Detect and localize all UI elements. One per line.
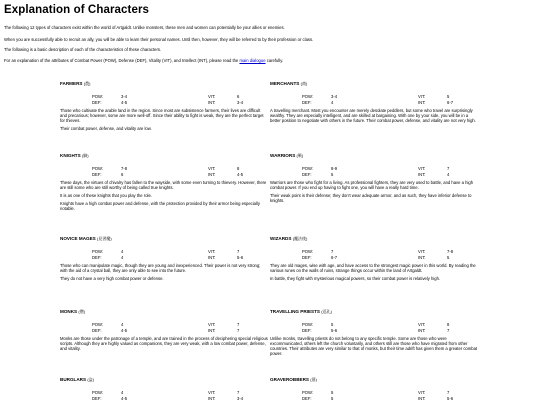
character-description xyxy=(270,180,478,203)
stat-block xyxy=(270,322,478,336)
character-name: WARRIORS xyxy=(270,153,296,158)
stat-label-def: DEF: xyxy=(92,328,102,334)
stat-label-int: INT: xyxy=(208,328,216,334)
stat-label-int: INT: xyxy=(418,100,426,106)
stat-value-int: 7 xyxy=(237,328,240,334)
stat-label-vit: VIT: xyxy=(418,94,426,100)
stat-value-vit: 7 xyxy=(447,166,450,172)
stat-value-def: 6-7 xyxy=(331,255,338,261)
character-entry xyxy=(60,309,268,354)
character-title xyxy=(270,309,478,314)
page-title: Explanation of Characters xyxy=(4,4,150,16)
stat-value-def: 4-5 xyxy=(121,100,128,106)
stat-value-int: 5-6 xyxy=(237,255,244,261)
stat-value-vit: 7 xyxy=(237,390,240,396)
character-kana: (僧) xyxy=(78,309,86,314)
character-title xyxy=(270,236,478,241)
stat-label-pow: POW: xyxy=(92,322,104,328)
character-description xyxy=(270,263,478,281)
stat-value-pow: 3-4 xyxy=(121,94,128,100)
stat-label-vit: VIT: xyxy=(208,322,216,328)
character-entry xyxy=(270,309,478,359)
stat-value-int: 3-4 xyxy=(237,100,244,106)
stat-value-pow: 7-8 xyxy=(121,166,128,172)
description-paragraph: They do not have a very high combat power or defense. xyxy=(60,276,164,282)
character-entry xyxy=(270,377,478,404)
character-entry xyxy=(270,153,478,206)
intro-paragraph-2: When you are successfully able to recruit an ally, you will be able to learn their personal names. Until then, however, they will be referred to by their profession or class. xyxy=(4,37,314,42)
description-paragraph: Their combat power, defense, and vitality are low. xyxy=(60,126,152,132)
stat-label-int: INT: xyxy=(418,396,426,402)
description-paragraph: Monks are those under the patronage of a temple, and are trained in the process of deciphering special religious scripts. Although they are highly valued as companions, they are very weak, with a low combat power, defense, and vitality. xyxy=(60,336,268,352)
character-description xyxy=(60,336,268,351)
stat-label-def: DEF: xyxy=(92,172,102,178)
stat-label-pow: POW: xyxy=(92,166,104,172)
character-kana: (戦) xyxy=(296,153,304,158)
character-name: FARMERS xyxy=(60,81,83,86)
stat-value-vit: 7 xyxy=(447,390,450,396)
character-title xyxy=(270,81,478,86)
character-name: MERCHANTS xyxy=(270,81,300,86)
stat-label-int: INT: xyxy=(418,172,426,178)
stat-value-int: 5 xyxy=(447,255,450,261)
character-title xyxy=(60,153,268,158)
stat-block xyxy=(60,322,268,336)
stat-value-vit: 7-8 xyxy=(447,249,454,255)
stat-label-vit: VIT: xyxy=(208,390,216,396)
stat-label-def: DEF: xyxy=(302,100,312,106)
stat-label-int: INT: xyxy=(418,328,426,334)
stat-value-pow: 5 xyxy=(331,390,334,396)
stat-value-pow: 4 xyxy=(121,322,124,328)
character-kana: (巡礼) xyxy=(321,309,332,314)
character-entry xyxy=(270,81,478,126)
stat-value-vit: 8 xyxy=(237,166,240,172)
stat-label-vit: VIT: xyxy=(208,166,216,172)
stat-label-pow: POW: xyxy=(302,390,314,396)
description-paragraph: Those who cultivate the arable land in the region. Since most are subsistence farmers, their lives are difficult and precarious; however, some are more well-off. Since their ability to fight is weak, they are the perfect target for thieves. xyxy=(60,108,264,124)
stat-value-def: 5 xyxy=(331,396,334,402)
stat-value-pow: 4 xyxy=(121,249,124,255)
description-paragraph: Knights have a high combat power and defense, with the protection provided by their armor being especially notable. xyxy=(60,201,260,212)
stat-label-def: DEF: xyxy=(92,396,102,402)
stat-label-vit: VIT: xyxy=(418,322,426,328)
stat-value-vit: 6 xyxy=(237,94,240,100)
character-entry xyxy=(60,377,268,404)
stat-value-int: 6-7 xyxy=(447,100,454,106)
character-description xyxy=(60,108,268,131)
stat-value-vit: 7 xyxy=(237,322,240,328)
character-title xyxy=(270,153,478,158)
stat-block xyxy=(60,94,268,108)
stat-value-int: 4 xyxy=(447,172,450,178)
character-kana: (盗) xyxy=(87,377,94,382)
stat-value-def: 4 xyxy=(121,255,124,261)
stat-label-vit: VIT: xyxy=(418,249,426,255)
intro-paragraph-3: The following is a basic description of each of the characteristics of these characters. xyxy=(4,47,162,52)
description-paragraph: Those who can manipulate magic, though they are young and inexperienced. Their power is not very strong; with the aid of a crystal ball, they are only able to see into the future. xyxy=(60,263,261,274)
stat-label-int: INT: xyxy=(208,172,216,178)
character-name: WIZARDS xyxy=(270,236,292,241)
character-title xyxy=(60,236,268,241)
stat-value-pow: 8-9 xyxy=(331,166,338,172)
stat-block xyxy=(270,390,478,404)
character-kana: (魔法使) xyxy=(292,236,308,241)
stat-block xyxy=(270,249,478,263)
stat-label-pow: POW: xyxy=(302,94,314,100)
stat-label-def: DEF: xyxy=(302,172,312,178)
stat-block xyxy=(60,390,268,404)
character-name: NOVICE MAGES xyxy=(60,236,96,241)
character-kana: (騎) xyxy=(81,153,89,158)
stat-value-pow: 4 xyxy=(121,390,124,396)
stat-label-pow: POW: xyxy=(92,249,104,255)
description-paragraph: These days, the virtues of chivalry has fallen to the wayside, with some even turning to thievery. However, there are still some who are still worthy of being called true knights. xyxy=(60,180,267,191)
description-paragraph: It is as one of these knights that you play the role. xyxy=(60,193,152,199)
character-name: MONKS xyxy=(60,309,78,314)
character-entry xyxy=(60,81,268,134)
character-name: KNIGHTS xyxy=(60,153,81,158)
stat-value-int: 3-4 xyxy=(237,396,244,402)
stat-label-pow: POW: xyxy=(302,166,314,172)
stat-label-def: DEF: xyxy=(302,328,312,334)
stat-block xyxy=(60,249,268,263)
stat-label-vit: VIT: xyxy=(418,166,426,172)
character-description xyxy=(60,263,268,281)
stat-label-vit: VIT: xyxy=(208,94,216,100)
character-entry xyxy=(270,236,478,284)
stat-value-def: 4-5 xyxy=(121,396,128,402)
character-kana: (見習魔) xyxy=(97,236,112,241)
stat-label-int: INT: xyxy=(208,396,216,402)
stat-value-pow: 5 xyxy=(331,322,334,328)
stat-value-def: 4-5 xyxy=(121,328,128,334)
stat-value-vit: 8 xyxy=(447,322,450,328)
stat-value-vit: 5 xyxy=(447,94,450,100)
stat-value-pow: 7 xyxy=(331,249,334,255)
character-title xyxy=(60,309,268,314)
character-entry xyxy=(60,236,268,284)
stat-label-int: INT: xyxy=(418,255,426,261)
stat-label-vit: VIT: xyxy=(208,249,216,255)
attributes-note xyxy=(4,58,283,63)
stat-label-vit: VIT: xyxy=(418,390,426,396)
stat-label-int: INT: xyxy=(208,255,216,261)
stat-label-def: DEF: xyxy=(302,396,312,402)
stat-value-def: 6 xyxy=(121,172,124,178)
attributes-note-suffix: carefully. xyxy=(266,58,284,63)
stat-value-pow: 3-4 xyxy=(331,94,338,100)
stat-block xyxy=(270,94,478,108)
character-kana: (墓) xyxy=(310,377,317,382)
stat-label-pow: POW: xyxy=(302,322,314,328)
character-description xyxy=(270,108,478,123)
stat-label-pow: POW: xyxy=(92,94,104,100)
stat-value-int: 7 xyxy=(447,328,450,334)
description-paragraph: A travelling merchant. Most you encounter are merely desolate peddlers, but some who travel are surprisingly wealthy. They are especially intelligent, and are skilled at bargaining. With one by your side, you will be in a better position to negotiate with others in the future. Their combat power, defense, and vitality are not very high. xyxy=(270,108,476,124)
stat-value-def: 5 xyxy=(331,172,334,178)
main-dialogue-link[interactable]: main dialogue xyxy=(239,58,266,63)
description-paragraph: Their weak point is their defense; they don't wear adequate armor, and as such, they have inferior defense to knights. xyxy=(270,193,472,204)
stat-label-int: INT: xyxy=(208,100,216,106)
character-entry xyxy=(60,153,268,215)
description-paragraph: Unlike monks, travelling priests do not belong to any specific temple. Some are those who were excommunicated, others left the church voluntarily, and others still are those who have migrated from other countries. Their attributes are very similar to that of monks, but their time adrift has given them a greater combat power. xyxy=(270,336,478,357)
description-paragraph: They are old mages, wise with age, and have access to the strongest magic power in this world. By reading the various runes on the walls of ruins, strange things occur within the land of Artgaldt. xyxy=(270,263,476,274)
stat-value-def: 5-6 xyxy=(331,328,338,334)
character-title xyxy=(270,377,478,382)
character-title xyxy=(60,377,268,382)
character-name: GRAVEROBBERS xyxy=(270,377,309,382)
stat-value-def: 4 xyxy=(331,100,334,106)
stat-label-def: DEF: xyxy=(92,255,102,261)
character-description xyxy=(60,180,268,211)
stat-value-vit: 7 xyxy=(237,249,240,255)
character-title xyxy=(60,81,268,86)
character-name: TRAVELLING PRIESTS xyxy=(270,309,320,314)
attributes-note-prefix: For an explanation of the attributes of Combat Power (POW), Defense (DEF), Vitality (VIT), and Intellect (INT), please read the xyxy=(4,58,239,63)
character-name: BURGLARS xyxy=(60,377,87,382)
intro-paragraph-1: The following 12 types of characters exist within the world of Artgaldt. Unlike monsters, these men and women can potentially be your allies or enemies. xyxy=(4,25,285,30)
stat-value-int: 4-5 xyxy=(237,172,244,178)
character-kana: (農) xyxy=(83,81,91,86)
stat-block xyxy=(60,166,268,180)
stat-value-int: 5-6 xyxy=(447,396,454,402)
stat-label-def: DEF: xyxy=(302,255,312,261)
description-paragraph: In battle, they fight with mysterious magical powers, so their combat power is relatively high. xyxy=(270,276,441,282)
stat-label-pow: POW: xyxy=(92,390,104,396)
stat-label-pow: POW: xyxy=(302,249,314,255)
character-kana: (商) xyxy=(300,81,308,86)
stat-block xyxy=(270,166,478,180)
description-paragraph: Warriors are those who fight for a living. As professional fighters, they are very used to battle, and have a high combat power. If you end up having to fight one, you will have a really hard time. xyxy=(270,180,474,191)
character-description xyxy=(270,336,478,356)
stat-label-def: DEF: xyxy=(92,100,102,106)
